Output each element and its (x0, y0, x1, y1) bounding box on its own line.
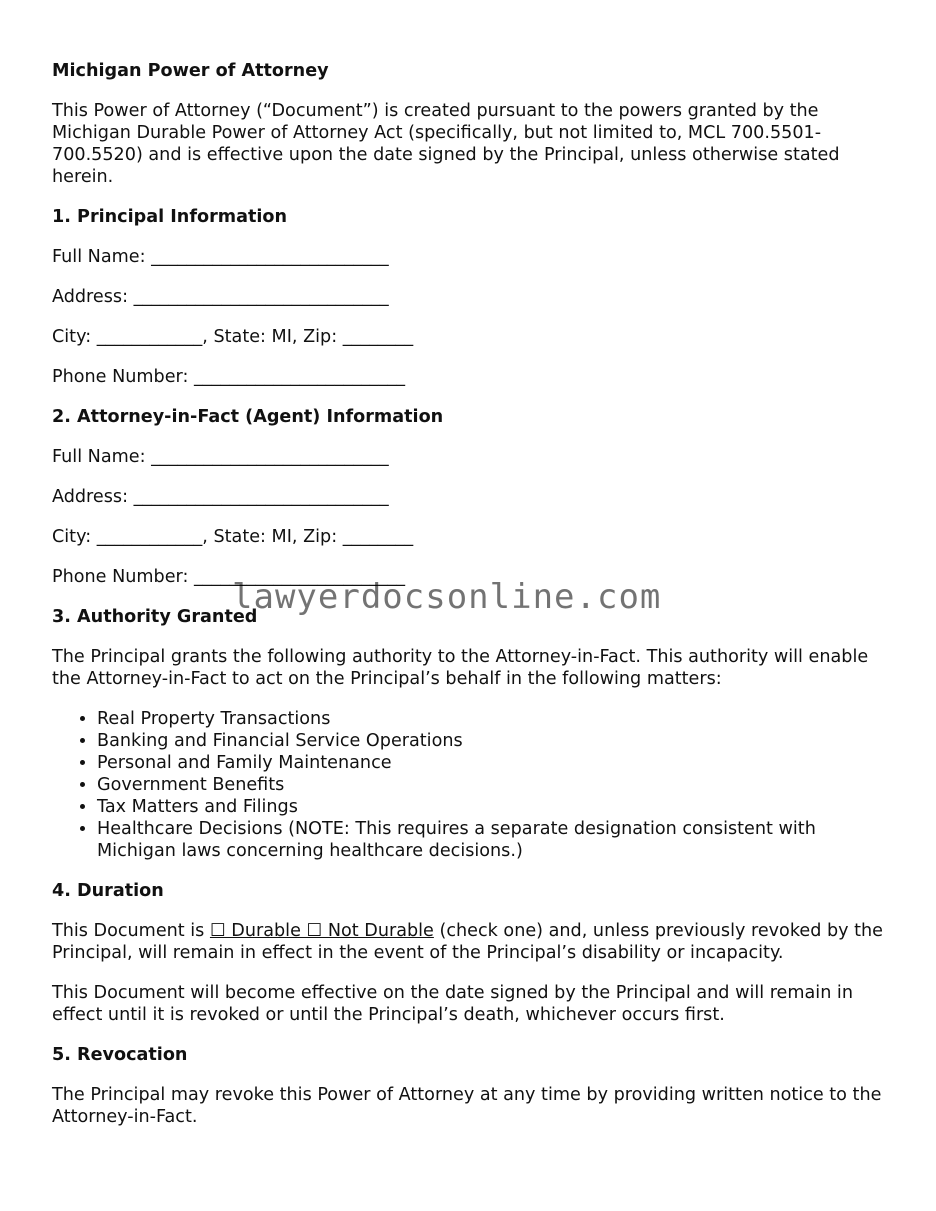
principal-full-name-field: Full Name: ___________________________ (52, 247, 389, 267)
authority-item-healthcare: • Healthcare Decisions (NOTE: This requires a separate designation consistent with Michigan laws concerning healthcare decisions.) (97, 818, 892, 862)
duration-suffix: (check one) and, unless previously revoked by the Principal, will remain in effect in the event of the Principal’s disability or incapacity. (52, 921, 884, 963)
authority-item-government-benefits: • Government Benefits (97, 774, 892, 796)
authority-item-real-property: • Real Property Transactions (97, 708, 892, 730)
agent-full-name-field: Full Name: ___________________________ (52, 447, 389, 467)
section-3-heading: 3. Authority Granted (52, 607, 258, 627)
watermark-text: lawyerdocsonline.com (232, 577, 662, 617)
section-2-heading: 2. Attorney-in-Fact (Agent) Information (52, 407, 444, 427)
durable-checkbox-options[interactable]: ☐ Durable ☐ Not Durable (209, 921, 434, 941)
authority-paragraph: The Principal grants the following authority to the Attorney-in-Fact. This authority will enable the Attorney-in-Fact to act on the Principal’s behalf in the following matters: (52, 647, 869, 689)
authority-item-family-maintenance: • Personal and Family Maintenance (97, 752, 892, 774)
authority-item-tax-matters: • Tax Matters and Filings (97, 796, 892, 818)
duration-paragraph-2: This Document will become effective on the date signed by the Principal and will remain in effect until it is revoked or until the Principal’s death, whichever occurs first. (52, 983, 853, 1025)
document-page (52, 60, 892, 1146)
authority-item-banking: • Banking and Financial Service Operations (97, 730, 892, 752)
section-1-heading: 1. Principal Information (52, 207, 288, 227)
principal-address-field: Address: _____________________________ (52, 287, 389, 307)
authority-list (52, 708, 892, 862)
principal-city-field: City: ____________, State: MI, Zip: ________ (52, 327, 414, 347)
duration-paragraph-1 (52, 920, 892, 964)
intro-paragraph: This Power of Attorney (“Document”) is created pursuant to the powers granted by the Michigan Durable Power of Attorney Act (specifically, but not limited to, MCL 700.5501-700.5520) and is effective upon the date signed by the Principal, unless otherwise stated herein. (52, 101, 840, 187)
agent-address-field: Address: _____________________________ (52, 487, 389, 507)
duration-prefix: This Document is (52, 921, 210, 941)
principal-phone-field: Phone Number: ________________________ (52, 367, 406, 387)
revocation-paragraph: The Principal may revoke this Power of Attorney at any time by providing written notice to the Attorney-in-Fact. (52, 1085, 882, 1127)
section-4-heading: 4. Duration (52, 881, 164, 901)
agent-city-field: City: ____________, State: MI, Zip: ________ (52, 527, 414, 547)
document-title: Michigan Power of Attorney (52, 61, 329, 81)
section-5-heading: 5. Revocation (52, 1045, 188, 1065)
agent-phone-field: Phone Number: ________________________ (52, 567, 406, 587)
